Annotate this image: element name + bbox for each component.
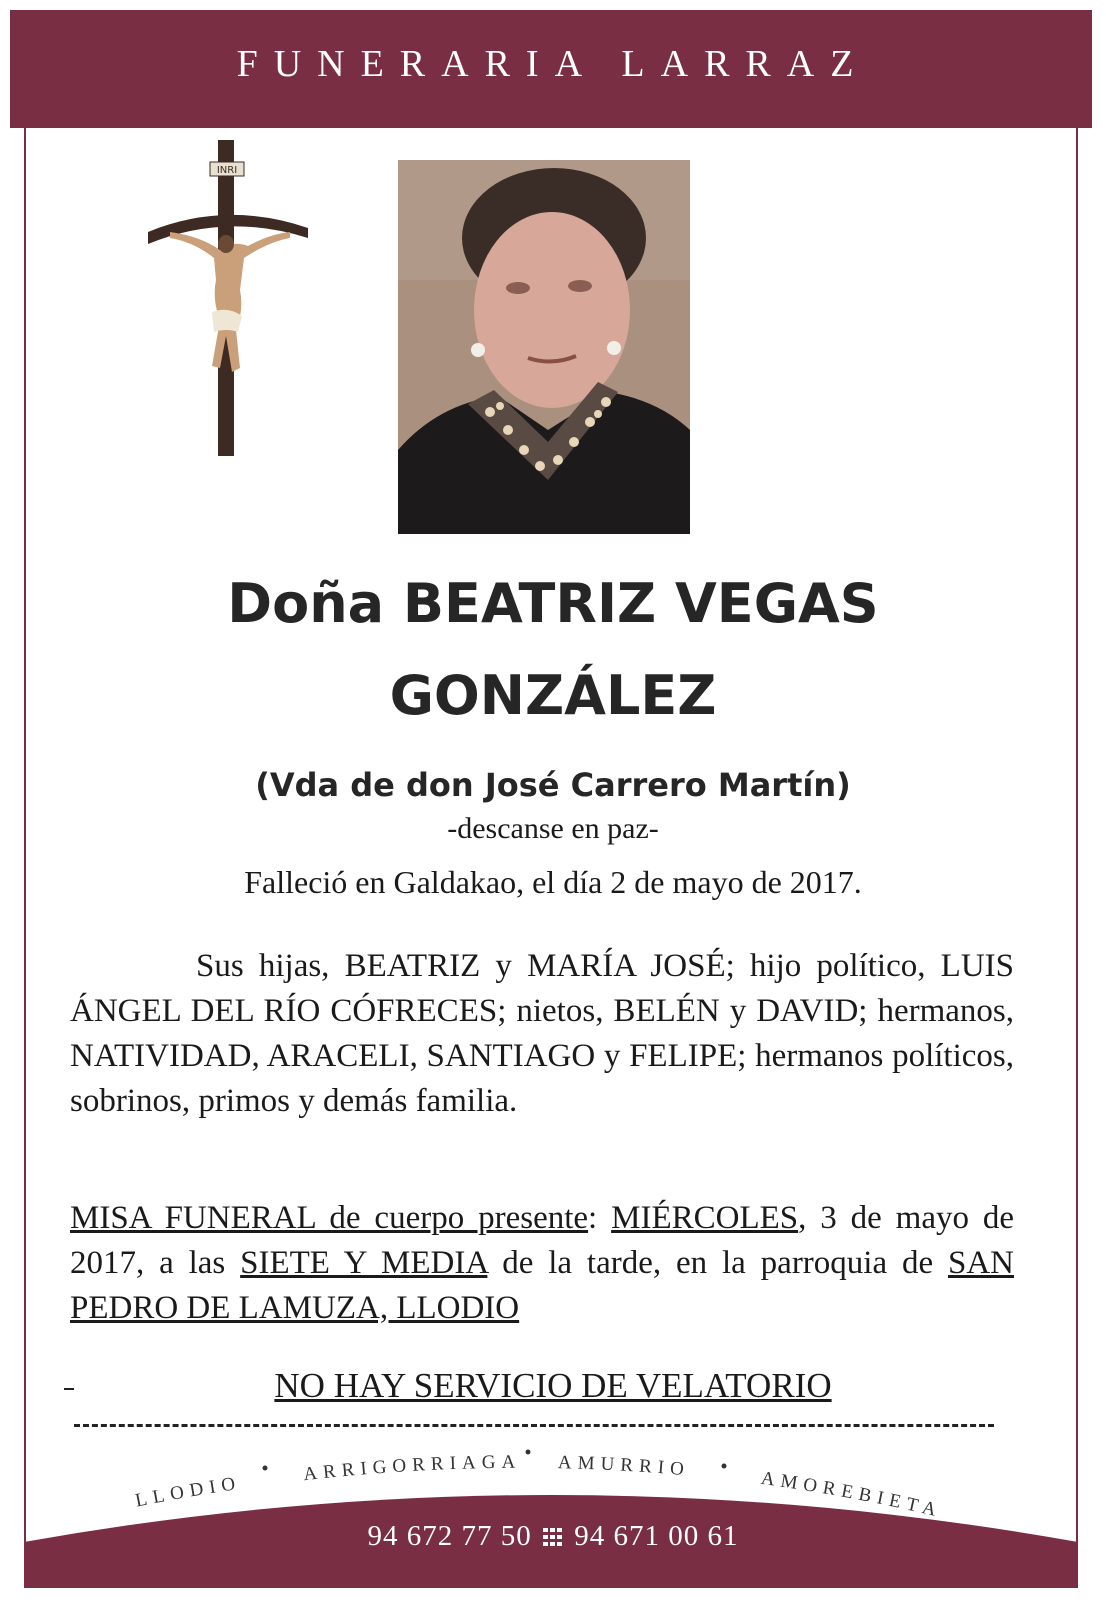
town-arrigorriaga: ARRIGORRIAGA bbox=[302, 1451, 522, 1486]
mass-label: MISA FUNERAL de cuerpo presente bbox=[70, 1200, 589, 1236]
phone-2: 94 671 00 61 bbox=[574, 1520, 739, 1552]
mass-place: SAN PEDRO DE LAMUZA, LLODIO bbox=[70, 1245, 1015, 1326]
funeral-home-title: FUNERARIA LARRAZ bbox=[236, 43, 870, 85]
no-wake-notice bbox=[0, 1366, 1106, 1406]
phone-keypad-icon bbox=[542, 1522, 564, 1555]
family-paragraph: Sus hijas, BEATRIZ y MARÍA JOSÉ; hijo político, LUIS ÁNGEL DEL RÍO CÓFRECES; nietos, BELÉN y DAVID; hermanos, NATIVIDAD, ARACELI, SANTIAGO y FELIPE; hermanos políticos, sobrinos, primos y demás familia. bbox=[70, 948, 1014, 1119]
inri-label: INRI bbox=[216, 165, 238, 176]
town-amorebieta: AMOREBIETA bbox=[759, 1467, 944, 1523]
phone-numbers bbox=[0, 1520, 1106, 1555]
mass-text2: de la tarde, en la parroquia de bbox=[487, 1245, 948, 1281]
no-wake-notice-text: NO HAY SERVICIO DE VELATORIO bbox=[274, 1366, 832, 1405]
town-amurrio: AMURRIO bbox=[557, 1452, 691, 1481]
mass-time: SIETE Y MEDIA bbox=[240, 1245, 488, 1281]
svg-text:AMURRIO bbox=[558, 1452, 691, 1480]
portrait-photo bbox=[398, 160, 690, 534]
death-notice-text: Falleció en Galdakao, el día 2 de mayo de 2017. bbox=[244, 864, 862, 900]
town-llodio: LLODIO bbox=[133, 1472, 243, 1512]
deceased-name-line2: GONZÁLEZ bbox=[389, 664, 717, 727]
crucifix-icon bbox=[140, 140, 320, 465]
mass-text1: , 3 de mayo de 2017, a las bbox=[70, 1200, 1015, 1281]
dashed-separator bbox=[74, 1424, 994, 1427]
rest-in-peace-text: -descanse en paz- bbox=[447, 812, 659, 845]
mass-colon: : bbox=[588, 1200, 612, 1236]
widow-of-text: (Vda de don José Carrero Martín) bbox=[255, 766, 851, 804]
mass-day: MIÉRCOLES bbox=[611, 1200, 799, 1236]
mass-paragraph bbox=[70, 1196, 1014, 1331]
deceased-name-line1: Doña BEATRIZ VEGAS bbox=[227, 572, 879, 635]
phone-1: 94 672 77 50 bbox=[367, 1520, 532, 1552]
dash-mark bbox=[64, 1388, 74, 1390]
